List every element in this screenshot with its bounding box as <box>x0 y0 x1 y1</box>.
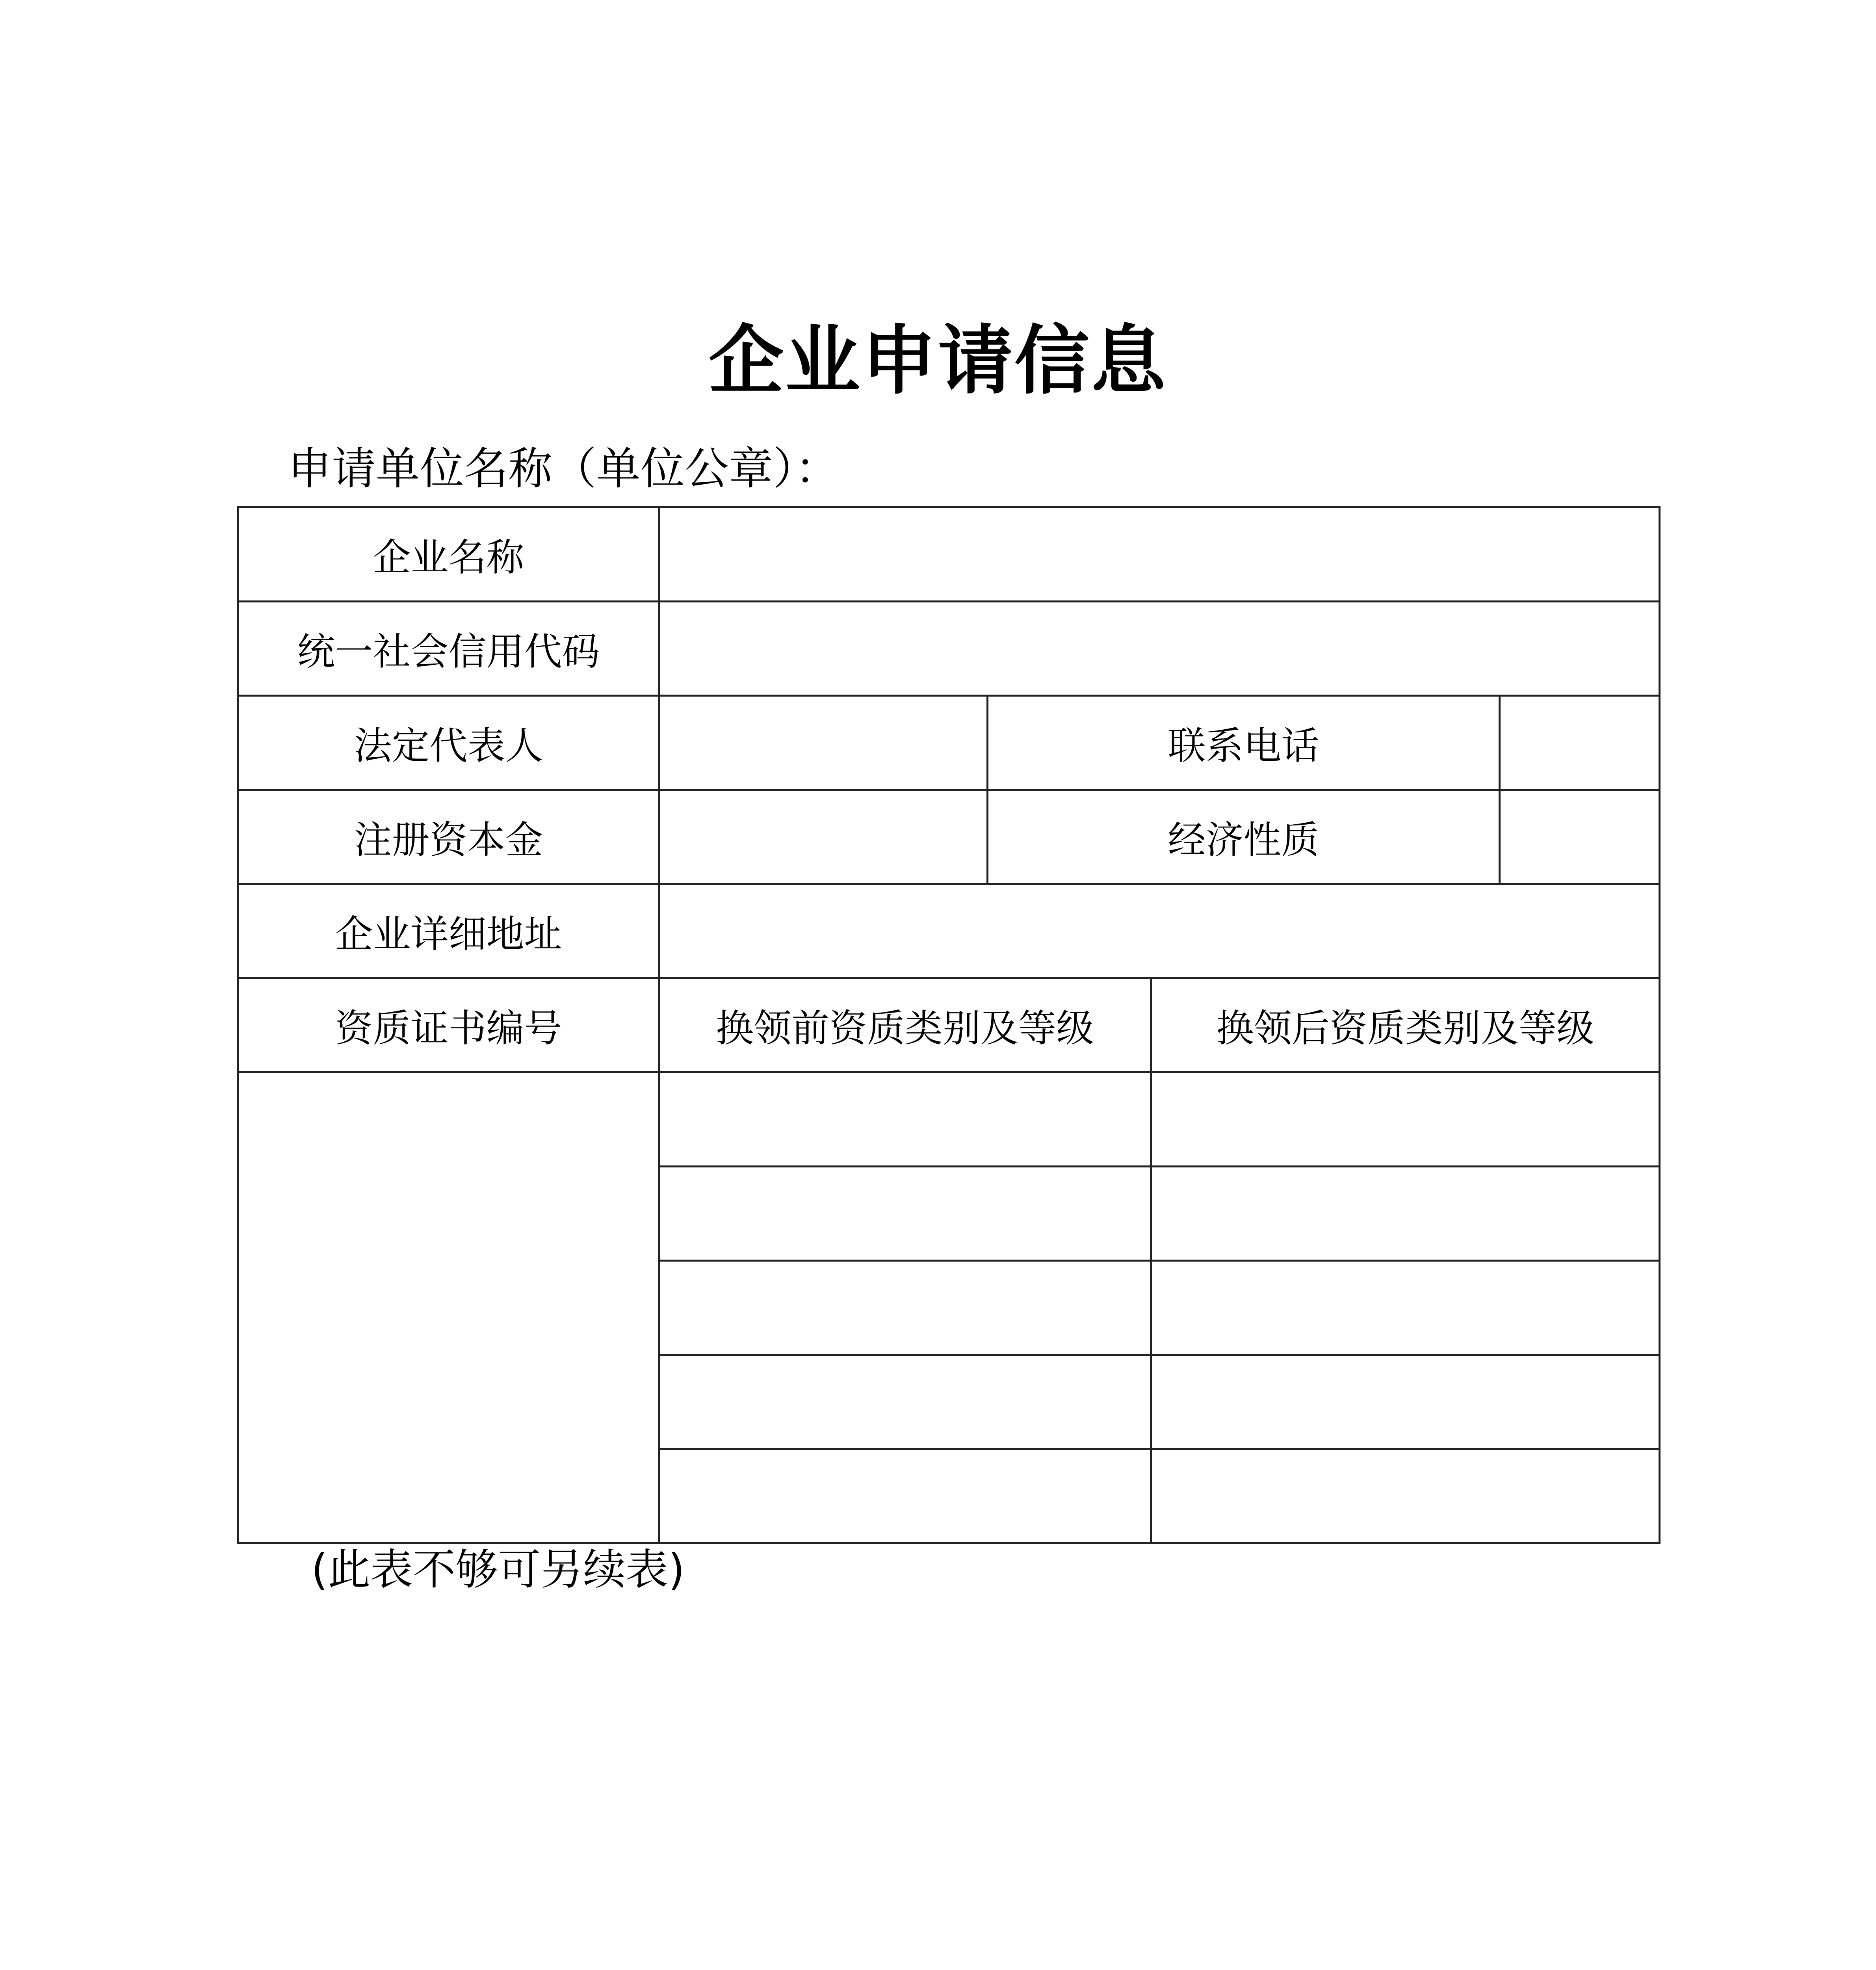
credit-code-label: 统一社会信用代码 <box>238 602 659 696</box>
row-address <box>238 884 1660 978</box>
applicant-label: 申请单位名称（单位公章）： <box>288 443 839 494</box>
cert-no-header: 资质证书编号 <box>238 978 659 1072</box>
address-label: 企业详细地址 <box>238 884 659 978</box>
legal-rep-field[interactable] <box>659 696 988 790</box>
address-field[interactable] <box>659 884 1660 978</box>
qualification-row <box>238 1072 1660 1167</box>
credit-code-field[interactable] <box>659 602 1660 696</box>
before-qualification-field[interactable] <box>659 1072 1151 1167</box>
row-credit-code <box>238 602 1660 696</box>
page-title: 企业申请信息 <box>708 316 1167 404</box>
capital-label: 注册资本金 <box>238 790 659 884</box>
company-name-label: 企业名称 <box>238 507 659 602</box>
phone-label: 联系电话 <box>988 696 1500 790</box>
before-qualification-header: 换领前资质类别及等级 <box>659 978 1151 1072</box>
row-company-name <box>238 507 1660 602</box>
row-qualification-header <box>238 978 1660 1072</box>
row-capital <box>238 790 1660 884</box>
economic-nature-label: 经济性质 <box>988 790 1500 884</box>
row-legal-rep <box>238 696 1660 790</box>
after-qualification-field[interactable] <box>1151 1449 1660 1543</box>
capital-field[interactable] <box>659 790 988 884</box>
legal-rep-label: 法定代表人 <box>238 696 659 790</box>
after-qualification-field[interactable] <box>1151 1355 1660 1449</box>
cert-no-field[interactable] <box>238 1072 659 1543</box>
application-form-table <box>237 506 1661 1544</box>
after-qualification-field[interactable] <box>1151 1261 1660 1355</box>
before-qualification-field[interactable] <box>659 1167 1151 1261</box>
economic-nature-field[interactable] <box>1500 790 1660 884</box>
before-qualification-field[interactable] <box>659 1449 1151 1543</box>
company-name-field[interactable] <box>659 507 1660 602</box>
after-qualification-field[interactable] <box>1151 1167 1660 1261</box>
before-qualification-field[interactable] <box>659 1261 1151 1355</box>
before-qualification-field[interactable] <box>659 1355 1151 1449</box>
after-qualification-header: 换领后资质类别及等级 <box>1151 978 1660 1072</box>
after-qualification-field[interactable] <box>1151 1072 1660 1167</box>
phone-field[interactable] <box>1500 696 1660 790</box>
footnote: (此表不够可另续表) <box>311 1545 685 1595</box>
